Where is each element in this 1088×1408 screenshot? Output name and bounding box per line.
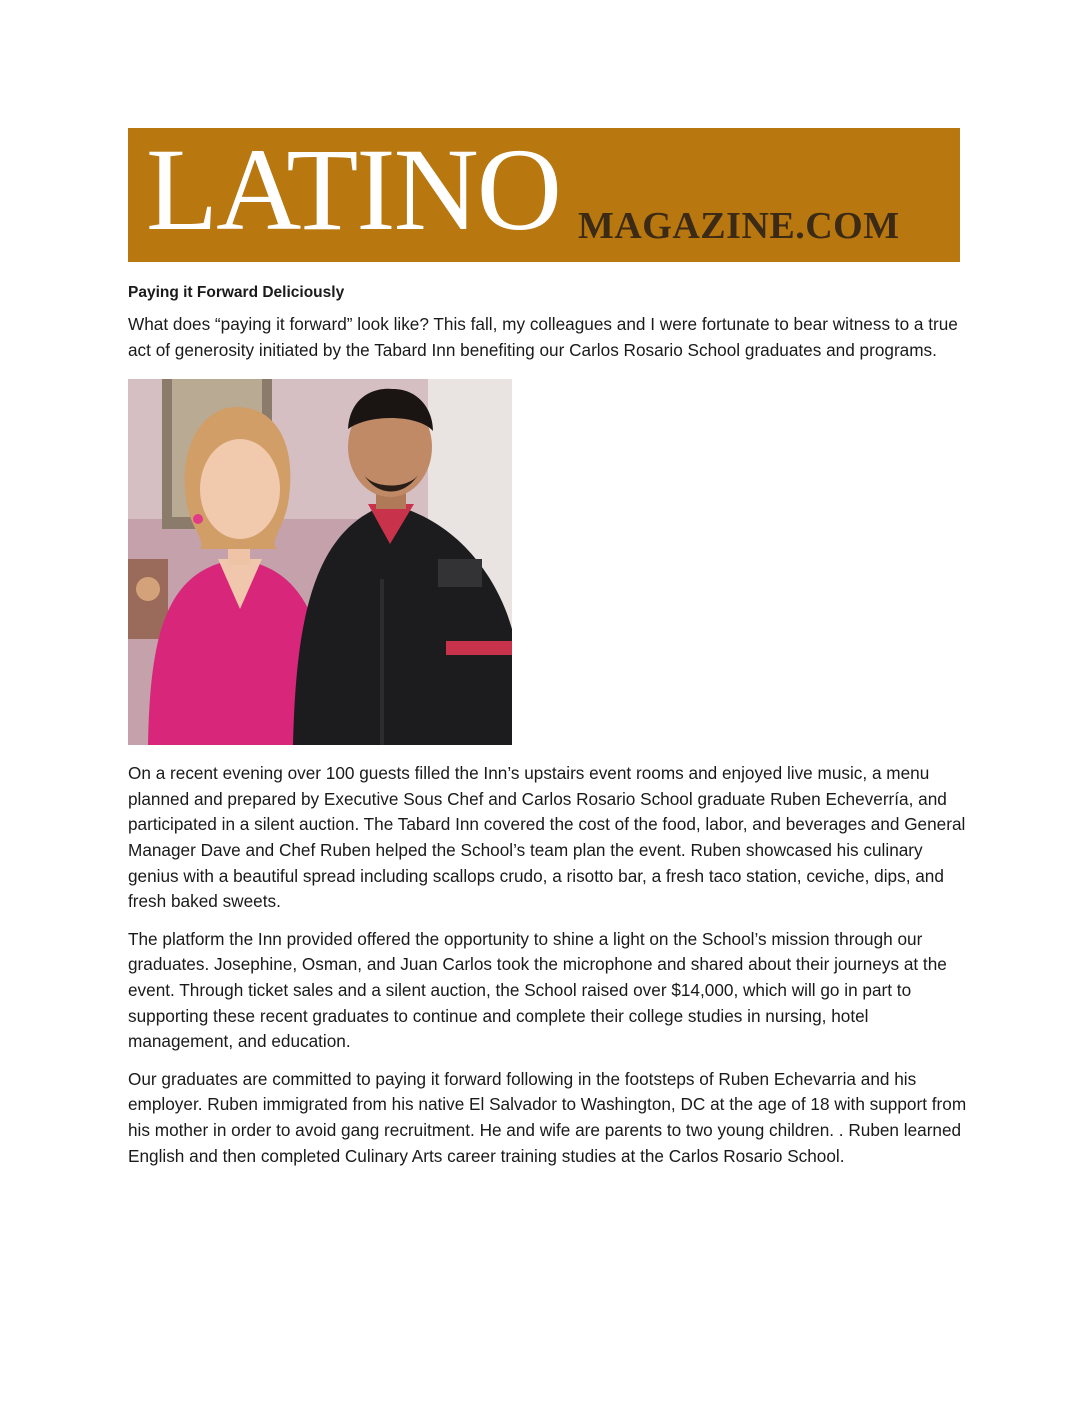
article-paragraph: Our graduates are committed to paying it forward following in the footsteps of Ruben Echevarria and his employer. Ruben immigrated from his native El Salvador to Washington, DC at the age of 18 with support from his mother in order to avoid gang recruitment. He and wife are parents to two young children. . Ruben learned English and then completed Culinary Arts career training studies at the Carlos Rosario School. [128,1068,967,1166]
article-intro: What does “paying it forward” look like? This fall, my colleagues and I were fortunate to bear witness to a true act of generosity initiated by the Tabard Inn benefiting our Carlos Rosario School graduates and programs. [128,314,958,360]
masthead-logo-word: LATINO [146,124,561,255]
article-headline: Paying it Forward Deliciously [128,284,345,301]
article-photo [128,379,512,745]
masthead-banner [128,124,960,262]
article-body [128,282,968,1181]
masthead-logo-sub: MAGAZINE.COM [578,205,900,247]
article-paragraph: The platform the Inn provided offered the opportunity to shine a light on the School’s mission through our graduates. Josephine, Osman, and Juan Carlos took the microphone and shared about their journeys at the event. Through ticket sales and a silent auction, the School raised over $14,000, which will go in part to supporting these recent graduates to continue and complete their college studies in nursing, hotel management, and education. [128,928,947,1052]
article-paragraph: On a recent evening over 100 guests filled the Inn’s upstairs event rooms and enjoyed live music, a menu planned and prepared by Executive Sous Chef and Carlos Rosario School graduate Ruben Echeverría, and participated in a silent auction. The Tabard Inn covered the cost of the food, labor, and beverages and General Manager Dave and Chef Ruben helped the School’s team plan the event. Ruben showcased his culinary genius with a beautiful spread including scallops crudo, a risotto bar, a fresh taco station, ceviche, dips, and fresh baked sweets. [128,763,966,912]
